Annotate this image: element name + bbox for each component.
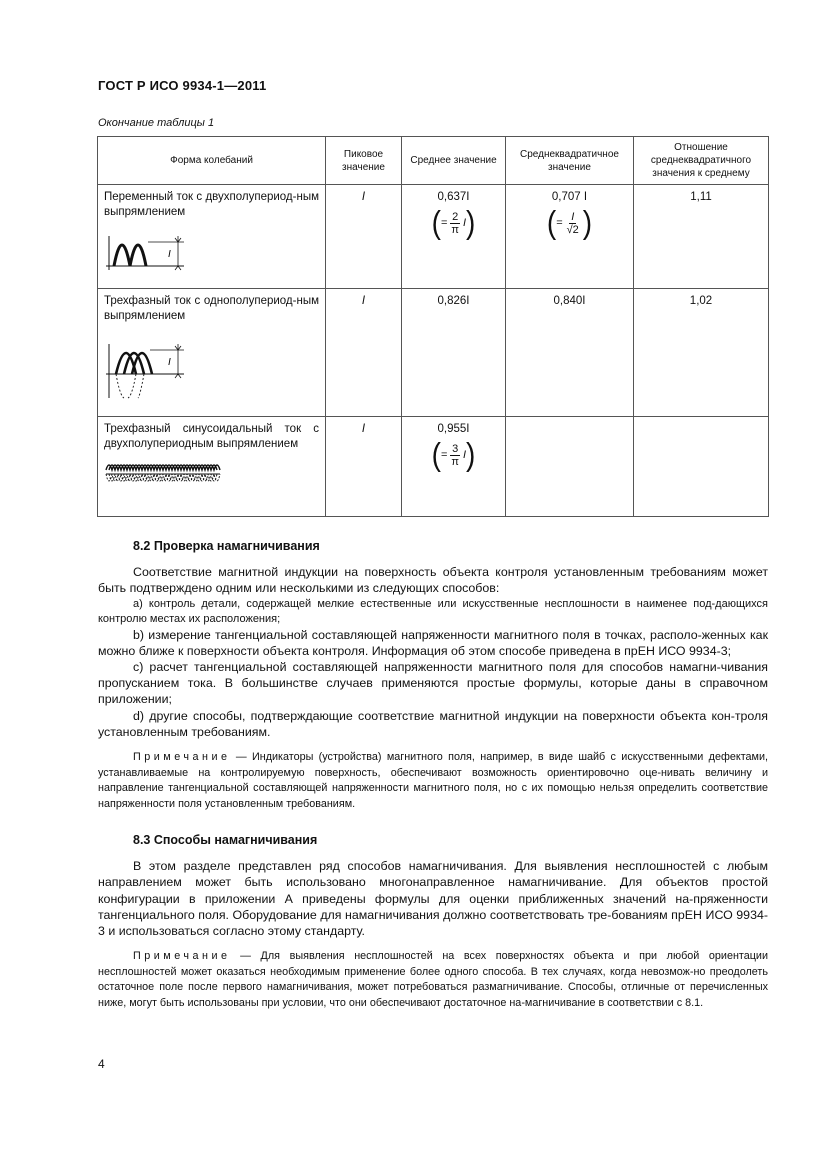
section-8-3-heading: 8.3 Способы намагничивания (133, 833, 318, 848)
rms-cell (506, 417, 634, 517)
table-row (98, 417, 769, 517)
page-number: 4 (98, 1057, 105, 1071)
waveform-cell (98, 185, 326, 289)
three-phase-sinusoidal-waveform (104, 458, 224, 498)
peak-cell: I (326, 289, 402, 417)
waveform-description: Трехфазный синусоидальный ток с двухполупериодным выпрямлением (104, 423, 319, 450)
section-8-3-note (98, 949, 768, 1011)
list-item-b: b) измерение тангенциальной составляющей напряженности магнитного поля в точках, располо-женных как можно ближе к поверхности объекта контроля. Информация об этом способе приведена в прЕН ИСО 9934-3; (98, 627, 768, 658)
header-waveform: Форма колебаний (98, 137, 326, 185)
list-item-d: d) другие способы, подтверждающие соответствие магнитной индукции на поверхности объекта кон-троля установленным требованиям. (98, 708, 768, 739)
peak-cell: I (326, 185, 402, 289)
rms-formula-denominator: √2 (566, 223, 579, 236)
section-8-2-note (98, 750, 768, 812)
table-row (98, 185, 769, 289)
table-caption: Окончание таблицы 1 (98, 117, 215, 129)
mean-formula-numerator: 2 (452, 210, 459, 223)
header-ratio: Отношение среднеквадратичного значения к среднему (634, 137, 769, 185)
waveform-description: Переменный ток с двухполупериод-ным выпрямлением (104, 191, 319, 218)
three-phase-half-wave-waveform (104, 330, 194, 400)
section-8-3-intro: В этом разделе представлен ряд способов намагничивания. Для выявления несплошностей с любым направлением может быть использовано многонаправленное намагничивание. Для объектов простой конфигурации в приложении А приведены формулы для оценки приближенных значений на-пряженности тангенциального поля. Оборудование для намагничивания должно соответствовать тре-бованиям прЕН ИСО 9934-3 и использоваться согласно этому стандарту. (98, 859, 768, 939)
mean-value: 0,637I (437, 191, 470, 203)
table-row (98, 289, 769, 417)
mean-cell (402, 417, 506, 517)
header-rms: Среднеквадратичное значение (506, 137, 634, 185)
rms-cell: 0,840I (506, 289, 634, 417)
document-code: ГОСТ Р ИСО 9934-1—2011 (98, 78, 267, 93)
peak-cell: I (326, 417, 402, 517)
rms-formula: ( = $\frac{I}{√2}$ ) (546, 204, 593, 241)
waveform-cell (98, 417, 326, 517)
rms-value: 0,707 I (551, 191, 588, 203)
waveform-description: Трехфазный ток с однополупериод-ным выпрямлением (104, 295, 319, 322)
list-item-a: а) контроль детали, содержащей мелкие естественные или искусственные несплошности в наименее под-дающихся контролю местах их расположения; (98, 597, 768, 625)
mean-formula-variable: I (462, 216, 467, 229)
mean-formula-denominator: π (451, 223, 459, 236)
waveform-table (97, 136, 769, 517)
mean-formula: ( = $\frac{3}{\pi}$ I ) (431, 436, 476, 473)
ratio-cell: 1,02 (634, 289, 769, 417)
note-label: Примечание (133, 950, 231, 963)
header-peak: Пиковое значение (326, 137, 402, 185)
note-text: — Индикаторы (устройства) магнитного поля, например, в виде шайб с искусственными дефектами, устанавливаемые на контролируемую поверхность, обеспечивают возможность ориентировочно оце-нивать величину и направление тангенциальной составляющей напряженности магнитного поля, но с их помощью нельзя определить соответствие напряженности поля установленным требованиям. (98, 751, 768, 810)
mean-cell: 0,826I (402, 289, 506, 417)
wave-amplitude-label: I (168, 249, 171, 260)
list-item-c: с) расчет тангенциальной составляющей напряженности магнитного поля для способов намагни-чивания пропусканием тока. В большинстве случаев применяются простые формулы, которые даны в справочном приложении; (98, 660, 768, 707)
mean-formula-numerator: 3 (452, 442, 459, 455)
rms-cell (506, 185, 634, 289)
ratio-cell (634, 417, 769, 517)
note-label: Примечание (133, 751, 231, 764)
mean-value: 0,955I (437, 423, 470, 435)
mean-formula-denominator: π (451, 455, 459, 468)
waveform-cell (98, 289, 326, 417)
ratio-cell: 1,11 (634, 185, 769, 289)
mean-cell (402, 185, 506, 289)
section-8-2-intro: Соответствие магнитной индукции на поверхность объекта контроля установленным требованиям может быть подтверждено одним или несколькими из следующих способов: (98, 565, 768, 596)
note-text: — Для выявления несплошностей на всех поверхностях объекта и при любой ориентации несплошностей может оказаться необходимым применение более одного способа. В тех случаях, когда невозмож-но преодолеть остаточное поле после первого намагничивания, может потребоваться размагничивание. Способы, отличные от перечисленных ниже, могут быть использованы при условии, что они обеспечивают достаточное на-магничивание в соответствии с 8.1. (98, 950, 768, 1009)
rms-formula-numerator: I (571, 210, 575, 223)
wave-amplitude-label: I (168, 357, 171, 368)
mean-formula-variable: I (462, 448, 467, 461)
mean-formula: ( = $\frac{2}{\pi}$ I ) (431, 204, 476, 241)
table-header-row (98, 137, 769, 185)
main-text (98, 538, 768, 1011)
section-8-2-heading: 8.2 Проверка намагничивания (133, 539, 320, 553)
full-wave-rectified-waveform (104, 226, 194, 272)
header-mean: Среднее значение (402, 137, 506, 185)
